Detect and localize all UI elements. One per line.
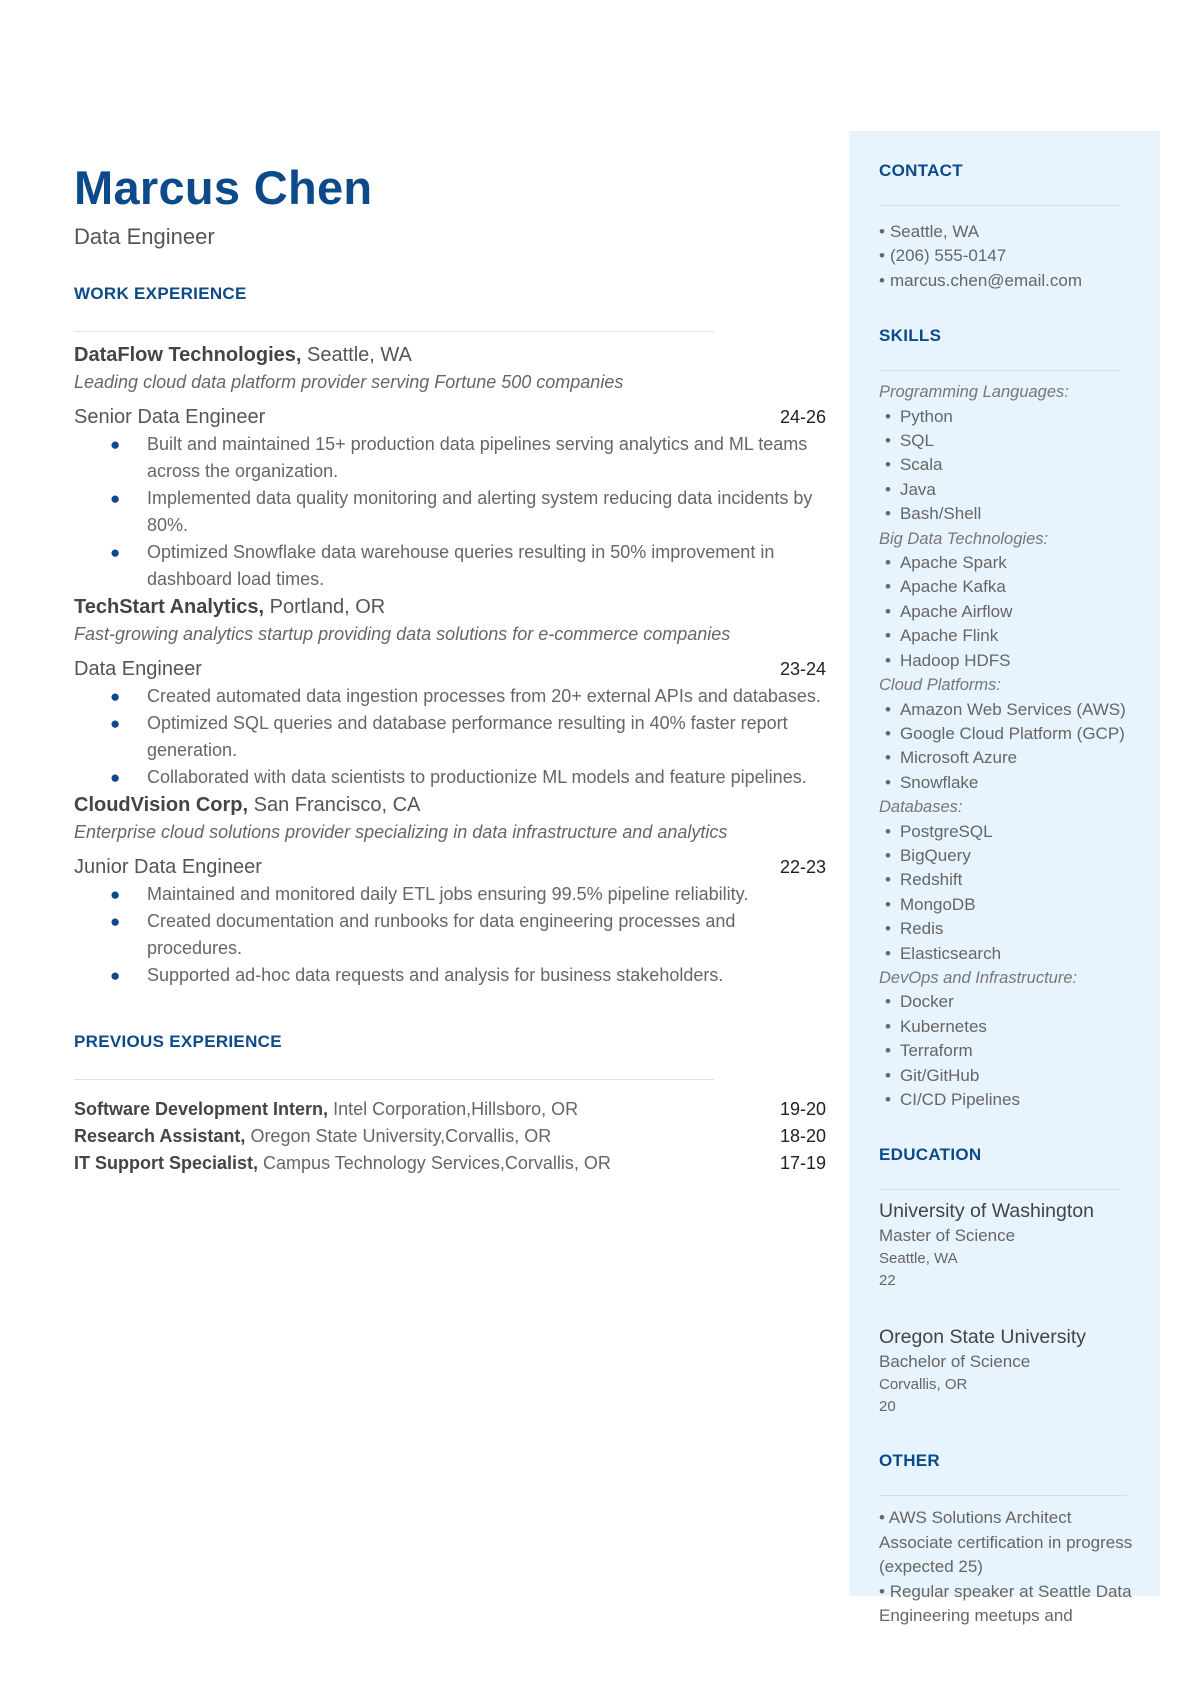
- bullet-icon: •: [885, 992, 891, 1012]
- company-name: DataFlow Technologies,: [74, 344, 302, 366]
- skill-item: [879, 698, 1139, 722]
- skill-item: [879, 1088, 1139, 1112]
- bullet-icon: ●: [110, 912, 121, 931]
- bullet-icon: •: [885, 699, 891, 719]
- sidebar: [879, 160, 1139, 1628]
- education-year: 20: [879, 1398, 896, 1416]
- job-header: [74, 404, 826, 431]
- skill-name: PostgreSQL: [899, 821, 993, 841]
- job-bullets: [74, 683, 826, 791]
- company-line: [74, 792, 826, 819]
- skill-item: [879, 1039, 1139, 1063]
- bullet-icon: ●: [110, 435, 121, 454]
- other-heading: OTHER: [879, 1451, 940, 1471]
- bullet-icon: •: [885, 748, 891, 768]
- company-location: San Francisco, CA: [253, 794, 421, 816]
- bullet-icon: •: [885, 650, 891, 670]
- skill-item: [879, 1015, 1139, 1039]
- skill-name: Kubernetes: [899, 1016, 987, 1036]
- skill-name: SQL: [899, 431, 934, 451]
- work-experience-heading: WORK EXPERIENCE: [74, 284, 247, 303]
- skill-item: [879, 478, 1139, 502]
- company-description: Enterprise cloud solutions provider specializing in data infrastructure and analytics: [74, 822, 728, 842]
- company-line: [74, 594, 826, 621]
- skill-item: [879, 868, 1139, 892]
- bullet-icon: •: [885, 943, 891, 963]
- previous-role-title: Software Development Intern,: [74, 1099, 329, 1119]
- bullet-icon: •: [879, 1508, 885, 1528]
- job-entry: [74, 792, 826, 989]
- other-item: [879, 1506, 1139, 1579]
- bullet-text: Created documentation and runbooks for data engineering processes and procedures.: [147, 911, 736, 958]
- job-bullet: [74, 539, 826, 593]
- bullet-icon: •: [885, 577, 891, 597]
- section-divider: [879, 205, 1119, 206]
- bullet-icon: •: [879, 270, 885, 290]
- company-name: CloudVision Corp,: [74, 794, 249, 816]
- skill-category: Databases:: [879, 798, 963, 817]
- bullet-icon: •: [885, 504, 891, 524]
- skill-name: Bash/Shell: [899, 504, 982, 524]
- company-location: Seattle, WA: [307, 344, 412, 366]
- company-name: TechStart Analytics,: [74, 596, 265, 618]
- previous-role-dates: 19-20: [779, 1099, 826, 1119]
- job-bullet: [74, 710, 826, 764]
- job-bullet: [74, 962, 826, 989]
- job-bullet: [74, 764, 826, 791]
- bullet-icon: •: [885, 723, 891, 743]
- candidate-role: Data Engineer: [74, 224, 215, 249]
- bullet-icon: •: [885, 431, 891, 451]
- job-bullet: [74, 485, 826, 539]
- bullet-icon: •: [885, 821, 891, 841]
- bullet-icon: ●: [110, 885, 121, 904]
- job-entry: [74, 594, 826, 791]
- candidate-name: Marcus Chen: [74, 161, 373, 214]
- job-header: [74, 854, 826, 881]
- contact-phone: [879, 244, 1139, 268]
- previous-role-org: Intel Corporation,Hillsboro, OR: [333, 1099, 579, 1119]
- skill-name: Docker: [899, 992, 954, 1012]
- skill-name: Git/GitHub: [899, 1065, 980, 1085]
- skill-item: [879, 405, 1139, 429]
- skill-item: [879, 942, 1139, 966]
- skill-category: Big Data Technologies:: [879, 529, 1049, 548]
- bullet-icon: •: [885, 601, 891, 621]
- skill-item: [879, 820, 1139, 844]
- bullet-icon: ●: [110, 966, 121, 985]
- bullet-icon: •: [879, 1581, 885, 1601]
- education-entry: [879, 1198, 1139, 1292]
- previous-role-org: Oregon State University,Corvallis, OR: [250, 1126, 552, 1146]
- contact-phone-text: (206) 555-0147: [889, 246, 1007, 266]
- job-bullet: [74, 881, 826, 908]
- skill-item: [879, 722, 1139, 746]
- skill-item: [879, 502, 1139, 526]
- job-bullets: [74, 881, 826, 989]
- skills-section: [879, 325, 1139, 1112]
- skill-name: Redis: [899, 919, 944, 939]
- previous-role-title: IT Support Specialist,: [74, 1153, 259, 1173]
- bullet-icon: •: [885, 772, 891, 792]
- bullet-icon: ●: [110, 768, 121, 787]
- previous-role-org: Campus Technology Services,Corvallis, OR: [263, 1153, 611, 1173]
- skill-name: Redshift: [899, 870, 963, 890]
- bullet-icon: •: [885, 455, 891, 475]
- skill-name: Apache Flink: [899, 626, 999, 646]
- skill-name: MongoDB: [899, 894, 976, 914]
- previous-role-row: [74, 1096, 826, 1123]
- skills-heading: SKILLS: [879, 326, 942, 346]
- contact-location-text: Seattle, WA: [889, 222, 980, 241]
- company-line: [74, 342, 826, 369]
- previous-experience-heading: PREVIOUS EXPERIENCE: [74, 1032, 282, 1051]
- bullet-text: Optimized SQL queries and database performance resulting in 40% faster report generation.: [147, 713, 788, 760]
- section-divider: [879, 370, 1119, 371]
- skill-category: Cloud Platforms:: [879, 676, 1001, 695]
- section-divider: [74, 1079, 714, 1080]
- education-degree: Bachelor of Science: [879, 1352, 1031, 1372]
- contact-email: [879, 269, 1139, 293]
- bullet-icon: •: [885, 1016, 891, 1036]
- previous-role-title: Research Assistant,: [74, 1126, 246, 1146]
- job-dates: 22-23: [779, 857, 826, 877]
- job-entry: [74, 342, 826, 593]
- skill-name: Microsoft Azure: [899, 748, 1018, 768]
- company-description: Fast-growing analytics startup providing data solutions for e-commerce companies: [74, 624, 731, 644]
- previous-role-row: [74, 1150, 826, 1177]
- job-dates: 24-26: [779, 407, 826, 427]
- job-position: Data Engineer: [74, 658, 202, 680]
- skill-item: [879, 771, 1139, 795]
- job-header: [74, 656, 826, 683]
- contact-list: [879, 220, 1139, 293]
- job-bullets: [74, 431, 826, 593]
- skill-name: Google Cloud Platform (GCP): [899, 723, 1125, 743]
- skill-item: [879, 746, 1139, 770]
- job-bullet: [74, 908, 826, 962]
- bullet-icon: •: [885, 919, 891, 939]
- education-location: Corvallis, OR: [879, 1376, 968, 1394]
- skill-item: [879, 551, 1139, 575]
- contact-heading: CONTACT: [879, 161, 963, 180]
- job-bullet: [74, 431, 826, 485]
- skill-name: Elasticsearch: [899, 943, 1002, 963]
- contact-location: [879, 220, 1139, 244]
- bullet-icon: •: [885, 1090, 891, 1109]
- previous-role-dates: 18-20: [779, 1126, 826, 1146]
- section-divider: [879, 1495, 1127, 1496]
- education-degree: Master of Science: [879, 1226, 1016, 1246]
- bullet-icon: ●: [110, 687, 121, 706]
- bullet-icon: •: [879, 222, 885, 241]
- job-dates: 23-24: [779, 659, 826, 679]
- skill-name: Amazon Web Services (AWS): [899, 699, 1126, 719]
- job-position: Senior Data Engineer: [74, 406, 266, 428]
- skill-item: [879, 429, 1139, 453]
- skill-category: DevOps and Infrastructure:: [879, 968, 1078, 987]
- other-item-text: AWS Solutions Architect Associate certification in progress (expected 25): [879, 1508, 1133, 1577]
- skill-item: [879, 893, 1139, 917]
- skill-name: CI/CD Pipelines: [899, 1090, 1020, 1109]
- skill-name: Snowflake: [899, 772, 979, 792]
- skill-name: Apache Spark: [899, 553, 1007, 573]
- bullet-icon: •: [885, 870, 891, 890]
- skill-item: [879, 575, 1139, 599]
- job-position: Junior Data Engineer: [74, 856, 262, 878]
- other-item: [879, 1580, 1139, 1629]
- education-heading: EDUCATION: [879, 1145, 982, 1165]
- skill-name: Apache Airflow: [899, 601, 1013, 621]
- education-year: 22: [879, 1272, 896, 1290]
- bullet-icon: •: [885, 845, 891, 865]
- skill-item: [879, 990, 1139, 1014]
- bullet-icon: •: [885, 479, 891, 499]
- section-divider: [74, 331, 714, 332]
- bullet-text: Maintained and monitored daily ETL jobs ensuring 99.5% pipeline reliability.: [147, 884, 749, 904]
- skill-item: [879, 917, 1139, 941]
- skill-item: [879, 600, 1139, 624]
- skill-name: Scala: [899, 455, 943, 475]
- bullet-icon: •: [885, 1041, 891, 1061]
- skill-name: Terraform: [899, 1041, 973, 1061]
- skill-item: [879, 649, 1139, 673]
- education-school: University of Washington: [879, 1200, 1094, 1223]
- education-section: [879, 1144, 1139, 1418]
- bullet-icon: ●: [110, 489, 121, 508]
- skill-name: Apache Kafka: [899, 577, 1006, 597]
- other-item-text: Regular speaker at Seattle Data Engineering meetups and: [879, 1581, 1132, 1626]
- bullet-icon: ●: [110, 714, 121, 733]
- bullet-icon: •: [885, 553, 891, 573]
- bullet-icon: •: [885, 1065, 891, 1085]
- education-entry: [879, 1324, 1139, 1418]
- previous-role-row: [74, 1123, 826, 1150]
- education-location: Seattle, WA: [879, 1250, 958, 1268]
- skills-list: [879, 380, 1139, 1112]
- bullet-text: Created automated data ingestion processes from 20+ external APIs and databases.: [147, 686, 821, 706]
- contact-email-text: marcus.chen@email.com: [889, 270, 1082, 290]
- bullet-icon: •: [885, 406, 891, 426]
- company-description: Leading cloud data platform provider serving Fortune 500 companies: [74, 372, 624, 392]
- bullet-icon: ●: [110, 543, 121, 562]
- skill-item: [879, 844, 1139, 868]
- main-column: [74, 160, 826, 1177]
- bullet-text: Supported ad-hoc data requests and analysis for business stakeholders.: [147, 965, 724, 985]
- skill-item: [879, 453, 1139, 477]
- bullet-text: Built and maintained 15+ production data pipelines serving analytics and ML teams across the organization.: [147, 434, 808, 481]
- skill-name: Hadoop HDFS: [899, 650, 1011, 670]
- skill-name: BigQuery: [899, 845, 971, 865]
- skill-item: [879, 1064, 1139, 1088]
- bullet-icon: •: [885, 894, 891, 914]
- bullet-icon: •: [885, 626, 891, 646]
- skill-name: Java: [899, 479, 936, 499]
- skill-category: Programming Languages:: [879, 383, 1069, 402]
- job-bullet: [74, 683, 826, 710]
- skill-name: Python: [899, 406, 953, 426]
- section-divider: [879, 1189, 1119, 1190]
- bullet-text: Implemented data quality monitoring and alerting system reducing data incidents by 80%.: [147, 488, 813, 535]
- skill-item: [879, 624, 1139, 648]
- bullet-text: Optimized Snowflake data warehouse queries resulting in 50% improvement in dashboard load times.: [147, 542, 775, 589]
- company-location: Portland, OR: [269, 596, 386, 618]
- bullet-icon: •: [879, 246, 885, 266]
- other-section: [879, 1450, 1139, 1628]
- bullet-text: Collaborated with data scientists to productionize ML models and feature pipelines.: [147, 767, 807, 787]
- education-school: Oregon State University: [879, 1326, 1087, 1349]
- previous-role-dates: 17-19: [779, 1153, 826, 1173]
